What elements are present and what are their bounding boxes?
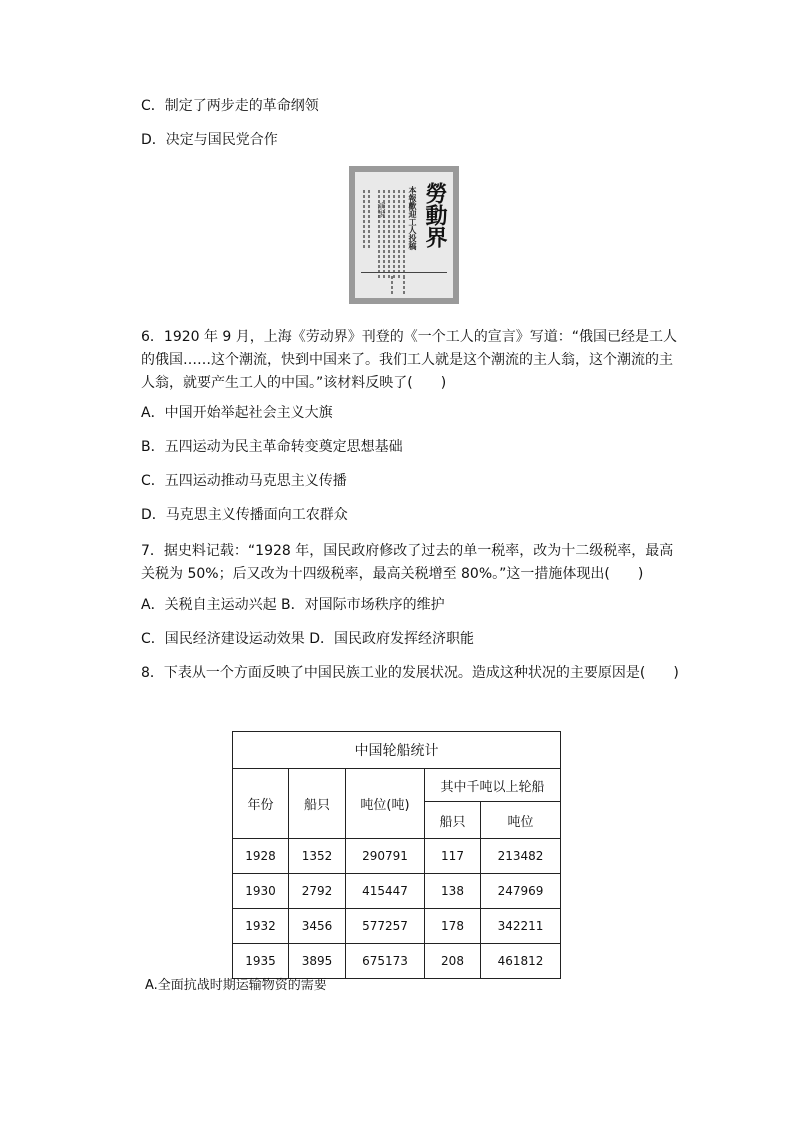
cell-tonnage: 290791	[346, 839, 425, 874]
q5-option-d: D．决定与国民党合作	[141, 132, 278, 148]
cell-ships: 2792	[289, 874, 346, 909]
ship-statistics-table	[232, 731, 561, 979]
text-column	[388, 190, 390, 280]
header-sub-tonnage: 吨位	[481, 802, 561, 839]
cell-sub-ships: 138	[425, 874, 481, 909]
cell-tonnage: 577257	[346, 909, 425, 944]
q6-option-a: A．中国开始举起社会主义大旗	[141, 405, 333, 421]
cell-sub-tonnage: 213482	[481, 839, 561, 874]
newspaper-side-text: 演說	[377, 202, 386, 218]
q8-stem: 8．下表从一个方面反映了中国民族工业的发展状况。造成这种状况的主要原因是( )	[141, 665, 679, 681]
cell-ships: 3895	[289, 944, 346, 979]
q6-stem: 6．1920 年 9 月，上海《劳动界》刊登的《一个工人的宣言》写道：“俄国已经是工人的俄国……这个潮流，快到中国来了。我们工人就是这个潮流的主人翁，这个潮流的主人翁，就要产生工人的中国。”该材料反映了( )	[141, 329, 678, 391]
text-column	[368, 190, 370, 250]
table-row	[233, 839, 561, 874]
cell-sub-tonnage: 461812	[481, 944, 561, 979]
cell-sub-ships: 117	[425, 839, 481, 874]
cell-year: 1928	[233, 839, 289, 874]
q5-option-c: C．制定了两步走的革命纲领	[141, 98, 319, 114]
newspaper-subtitle: 本報歡迎工人投稿	[408, 186, 417, 250]
header-tonnage: 吨位(吨)	[346, 769, 425, 839]
newspaper-title: 勞動界	[422, 182, 448, 248]
q6-option-b: B．五四运动为民主革命转变奠定思想基础	[141, 439, 403, 455]
cell-sub-ships: 208	[425, 944, 481, 979]
cell-sub-tonnage: 342211	[481, 909, 561, 944]
header-group: 其中千吨以上轮船	[425, 769, 561, 802]
text-column	[393, 190, 395, 280]
text-column	[391, 276, 393, 294]
table-row	[233, 944, 561, 979]
cell-year: 1935	[233, 944, 289, 979]
table-row	[233, 874, 561, 909]
q7-options-cd: C．国民经济建设运动效果 D．国民政府发挥经济职能	[141, 631, 475, 647]
q6-option-c: C．五四运动推动马克思主义传播	[141, 473, 347, 489]
cell-tonnage: 415447	[346, 874, 425, 909]
q7-stem: 7．据史料记载：“1928 年，国民政府修改了过去的单一税率，改为十二级税率，最高关税为 50%；后又改为十四级税率，最高关税增至 80%。”这一措施体现出( )	[141, 543, 674, 582]
cell-tonnage: 675173	[346, 944, 425, 979]
cell-sub-tonnage: 247969	[481, 874, 561, 909]
table-caption: 中国轮船统计	[233, 732, 561, 769]
q7-options-ab: A．关税自主运动兴起 B．对国际市场秩序的维护	[141, 597, 445, 613]
header-ships: 船只	[289, 769, 346, 839]
text-column	[363, 190, 365, 250]
text-column	[403, 276, 405, 294]
header-sub-ships: 船只	[425, 802, 481, 839]
cell-ships: 3456	[289, 909, 346, 944]
table-row	[233, 909, 561, 944]
text-column	[403, 190, 405, 280]
text-column	[398, 190, 400, 280]
newspaper-image	[349, 166, 459, 304]
cell-ships: 1352	[289, 839, 346, 874]
header-year: 年份	[233, 769, 289, 839]
q6-option-d: D．马克思主义传播面向工农群众	[141, 507, 348, 523]
q8-option-a: A.全面抗战时期运输物资的需要	[145, 978, 327, 993]
cell-year: 1932	[233, 909, 289, 944]
cell-year: 1930	[233, 874, 289, 909]
cell-sub-ships: 178	[425, 909, 481, 944]
divider	[361, 272, 447, 273]
